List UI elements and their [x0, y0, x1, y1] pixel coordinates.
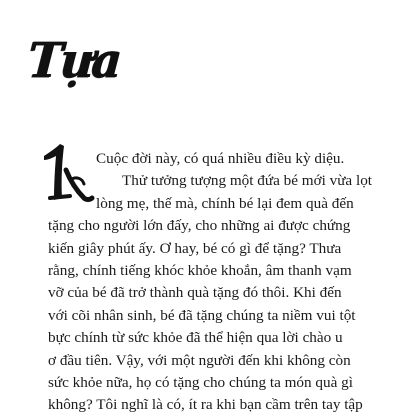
text-line: tặng cho người lớn đấy, cho những ai được chứng	[48, 217, 351, 235]
text-line: lòng mẹ, thế mà, chính bé lại đem quà đến	[96, 194, 354, 212]
text-line: sức khỏe nữa, họ có tặng cho chúng ta món quà gì	[48, 373, 353, 391]
text-line: rằng, chính tiếng khóc khỏe khoắn, âm thanh vạm	[48, 261, 352, 279]
text-line: kiến giây phút ấy. Ơ hay, bé có gì để tặng? Thưa	[48, 239, 342, 257]
text-line: với cõi nhân sinh, bé đã tặng chúng ta niềm vui tột	[48, 306, 356, 324]
text-line: không? Tôi nghĩ là có, ít ra khi bạn cầm trên tay tập	[48, 396, 363, 414]
chapter-body	[48, 148, 373, 417]
text-line: bực chính từ sức khỏe đã thể hiện qua lời chào u	[48, 329, 343, 347]
text-line: Cuộc đời này, có quá nhiều điều kỳ diệu.	[96, 150, 345, 167]
chapter-title: Tựa	[26, 31, 122, 89]
text-line: vỡ của bé đã trở thành quà tặng đó thôi. Khi đến	[48, 284, 342, 302]
text-line: ơ đầu tiên. Vậy, với một người đến khi không còn	[48, 351, 351, 369]
text-line: Thử tưởng tượng một đứa bé mới vừa lọt	[122, 172, 373, 190]
